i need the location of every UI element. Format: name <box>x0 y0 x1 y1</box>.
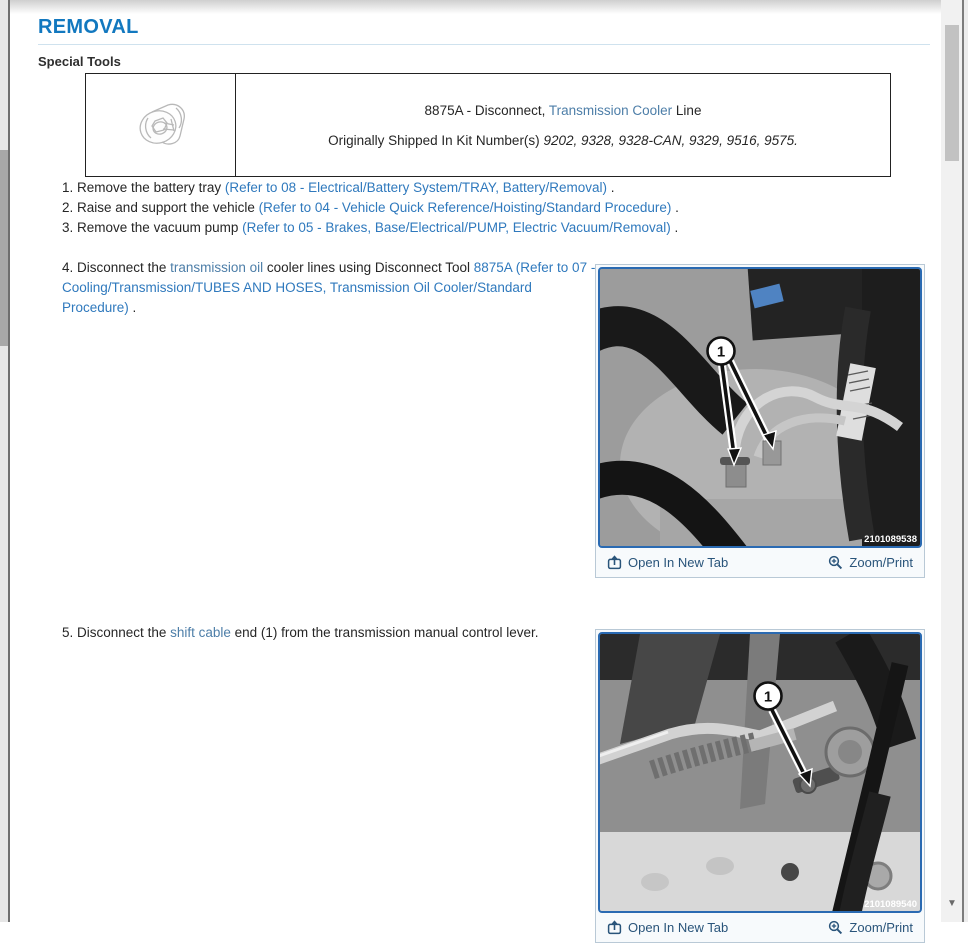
tool-kit-line <box>328 133 798 148</box>
step-1-tail: . <box>606 180 615 195</box>
step-3-text: Remove the vacuum pump <box>77 220 243 235</box>
right-frame-edge <box>964 0 968 922</box>
top-toolbar-shadow <box>0 0 968 14</box>
step-5 <box>62 623 622 643</box>
step-4-tail: . <box>128 300 137 315</box>
tool-image-cell <box>86 74 236 176</box>
figure-panel-shift-cable <box>595 629 925 943</box>
left-scrollbar-track[interactable] <box>0 0 8 922</box>
zoom-print-icon <box>828 555 843 570</box>
step-1-text: Remove the battery tray <box>77 180 225 195</box>
step-3-number: 3. <box>62 220 74 235</box>
step-1 <box>62 178 679 198</box>
disconnect-tool-icon <box>124 88 198 162</box>
step-4-text-b: cooler lines using Disconnect Tool <box>263 260 474 275</box>
figure-1-image-id: 2101089538 <box>864 534 917 545</box>
step-2-number: 2. <box>62 200 74 215</box>
special-tools-table <box>85 73 891 177</box>
title-underline <box>38 44 930 45</box>
step-4-refer-link[interactable]: 8875A (Refer to 07 - Cooling/Transmission/TUBES AND HOSES, Transmission Oil Cooler/Standard Procedure) <box>62 260 596 315</box>
figure-2-image-id: 2101089540 <box>864 899 917 910</box>
figure-2-open-in-new-tab-link[interactable] <box>607 920 728 935</box>
step-5-number: 5. <box>62 625 74 640</box>
open-in-new-tab-icon <box>607 920 622 935</box>
step-1-refer-link[interactable]: (Refer to 08 - Electrical/Battery System/TRAY, Battery/Removal) <box>224 180 607 195</box>
figure-1-open-in-new-tab-link[interactable] <box>607 555 728 570</box>
cooler-lines-photo[interactable] <box>598 267 922 548</box>
left-frame-border <box>8 0 10 922</box>
step-4-text-a: Disconnect the <box>77 260 171 275</box>
zoom-print-label: Zoom/Print <box>849 920 913 935</box>
shift-cable-link[interactable]: shift cable <box>170 625 231 640</box>
procedure-steps-1-3 <box>62 178 679 238</box>
step-4-number: 4. <box>62 260 74 275</box>
page-title: REMOVAL <box>38 16 139 38</box>
step-4 <box>62 258 602 318</box>
transmission-oil-link[interactable]: transmission oil <box>170 260 264 275</box>
step-3-refer-link[interactable]: (Refer to 05 - Brakes, Base/Electrical/PUMP, Electric Vacuum/Removal) <box>242 220 671 235</box>
step-1-number: 1. <box>62 180 74 195</box>
tool-id-text: 8875A - Disconnect, <box>424 102 549 118</box>
right-scrollbar-thumb[interactable] <box>945 25 959 161</box>
zoom-print-label: Zoom/Print <box>849 555 913 570</box>
step-5-text-b: end (1) from the transmission manual control lever. <box>230 625 539 640</box>
step-2 <box>62 198 679 218</box>
transmission-cooler-link[interactable]: Transmission Cooler <box>548 102 673 118</box>
left-scrollbar-thumb[interactable] <box>0 150 8 346</box>
figure-1-footer <box>598 548 922 577</box>
kit-prefix-text: Originally Shipped In Kit Number(s) <box>328 132 544 148</box>
special-tools-heading: Special Tools <box>38 54 121 69</box>
tool-title-suffix: Line <box>672 102 702 118</box>
tool-title-line <box>425 103 702 118</box>
callout-1-number: 1 <box>716 343 726 361</box>
scrollbar-down-arrow-icon[interactable]: ▼ <box>947 898 957 909</box>
figure-panel-cooler-lines <box>595 264 925 578</box>
step-5-text-a: Disconnect the <box>77 625 171 640</box>
shift-cable-illustration <box>600 634 922 913</box>
shift-cable-photo[interactable] <box>598 632 922 913</box>
open-in-new-tab-label: Open In New Tab <box>628 920 729 935</box>
open-in-new-tab-icon <box>607 555 622 570</box>
callout-1-number: 1 <box>763 688 773 706</box>
step-2-tail: . <box>671 200 679 215</box>
kit-numbers-text: 9202, 9328, 9328-CAN, 9329, 9516, 9575. <box>543 132 798 148</box>
open-in-new-tab-label: Open In New Tab <box>628 555 729 570</box>
step-2-text: Raise and support the vehicle <box>77 200 259 215</box>
step-3-tail: . <box>670 220 679 235</box>
figure-1-zoom-print-link[interactable] <box>828 555 913 570</box>
step-3 <box>62 218 679 238</box>
figure-2-footer <box>598 913 922 942</box>
figure-2-zoom-print-link[interactable] <box>828 920 913 935</box>
right-frame-border <box>962 0 964 922</box>
tool-description-cell <box>236 74 890 176</box>
zoom-print-icon <box>828 920 843 935</box>
cooler-lines-illustration <box>600 269 922 548</box>
step-2-refer-link[interactable]: (Refer to 04 - Vehicle Quick Reference/Hoisting/Standard Procedure) <box>258 200 672 215</box>
